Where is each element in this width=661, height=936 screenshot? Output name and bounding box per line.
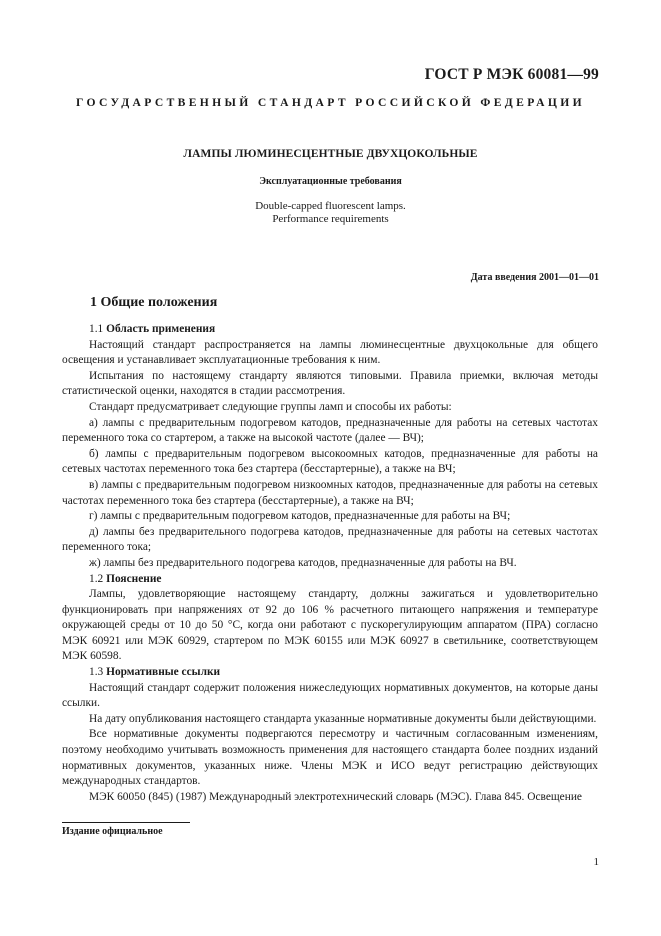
paragraph: Все нормативные документы подвергаются пересмотру и частичным согласованным изменениям, поэтому необходимо учитывать возможность применения для настоящего стандарта более поздних изданий нормативных документов, указанных ниже. Члены МЭК и ИСО ведут регистрацию действующих международных стандартов.	[62, 728, 598, 788]
list-item: д) лампы без предварительного подогрева катодов, предназначенные для работы на сетевых частотах переменного тока;	[62, 525, 598, 554]
list-item: г) лампы с предварительным подогревом катодов, предназначенные для работы на ВЧ;	[89, 510, 511, 523]
subsection-heading	[62, 665, 598, 681]
edition-note: Издание официальное	[62, 826, 163, 837]
list-item: б) лампы с предварительным подогревом высокоомных катодов, предназначенные для работы на сетевых частотах переменного тока без стартера (бесстартерные), а также на ВЧ;	[62, 447, 598, 476]
list-item: в) лампы с предварительным подогревом низкоомных катодов, предназначенные для работы на сетевых частотах переменного тока без стартера (бесстартерные), а также на ВЧ;	[62, 478, 598, 507]
document-title: ЛАМПЫ ЛЮМИНЕСЦЕНТНЫЕ ДВУХЦОКОЛЬНЫЕ	[183, 148, 478, 160]
section-heading: 1 Общие положения	[90, 295, 218, 310]
list-item: ж) лампы без предварительного подогрева катодов, предназначенные для работы на ВЧ.	[89, 556, 517, 569]
paragraph: Стандарт предусматривает следующие группы ламп и способы их работы:	[89, 400, 452, 413]
paragraph: Лампы, удовлетворяющие настоящему стандарту, должны зажигаться и удовлетворительно функционировать при напряжениях от 92 до 106 % расчетного питающего напряжения и температуре окружающей среды от 10 до 50 °С, когда они работают с пускорегулирующим аппаратом (ПРА) согласно МЭК 60921 или МЭК 60929, стартером по МЭК 60155 или МЭК 60927 в светильнике, соответствующем МЭК 60598.	[62, 588, 598, 663]
subsection-title: Пояснение	[106, 572, 162, 585]
introduction-date: Дата введения 2001—01—01	[470, 272, 599, 283]
standard-banner: ГОСУДАРСТВЕННЫЙ СТАНДАРТ РОССИЙСКОЙ ФЕДЕРАЦИИ	[76, 96, 585, 109]
paragraph: Настоящий стандарт содержит положения нижеследующих нормативных документов, на которые даны ссылки.	[62, 681, 598, 710]
paragraph: На дату опубликования настоящего стандарта указанные нормативные документы были действующими.	[89, 712, 597, 725]
english-title-line: Double-capped fluorescent lamps.	[255, 200, 406, 212]
page-number: 1	[593, 856, 599, 868]
subsection-number: 1.1	[89, 323, 107, 335]
document-subtitle: Эксплуатационные требования	[259, 176, 402, 187]
english-title	[0, 200, 661, 226]
subsection-number: 1.2	[89, 572, 107, 585]
subsection-heading	[62, 322, 598, 338]
subsection-title: Область применения	[106, 323, 216, 335]
list-item: а) лампы с предварительным подогревом катодов, предназначенные для работы на сетевых частотах переменного тока со стартером, а также на высокой частоте (далее — ВЧ);	[62, 416, 598, 445]
section-body	[62, 322, 598, 805]
paragraph: МЭК 60050 (845) (1987) Международный электротехнический словарь (МЭС). Глава 845. Освещение	[89, 790, 582, 803]
paragraph: Настоящий стандарт распространяется на лампы люминесцентные двухцокольные для общего освещения и устанавливает эксплуатационные требования к ним.	[62, 338, 598, 367]
subsection-heading	[62, 572, 598, 588]
footer-divider	[62, 822, 190, 823]
paragraph: Испытания по настоящему стандарту являются типовыми. Правила приемки, включая методы статистической оценки, находятся в стадии рассмотрения.	[62, 369, 598, 398]
standard-code: ГОСТ Р МЭК 60081—99	[424, 66, 599, 83]
english-title-line: Performance requirements	[272, 213, 389, 225]
subsection-title: Нормативные ссылки	[106, 666, 221, 679]
subsection-number: 1.3	[89, 666, 107, 679]
